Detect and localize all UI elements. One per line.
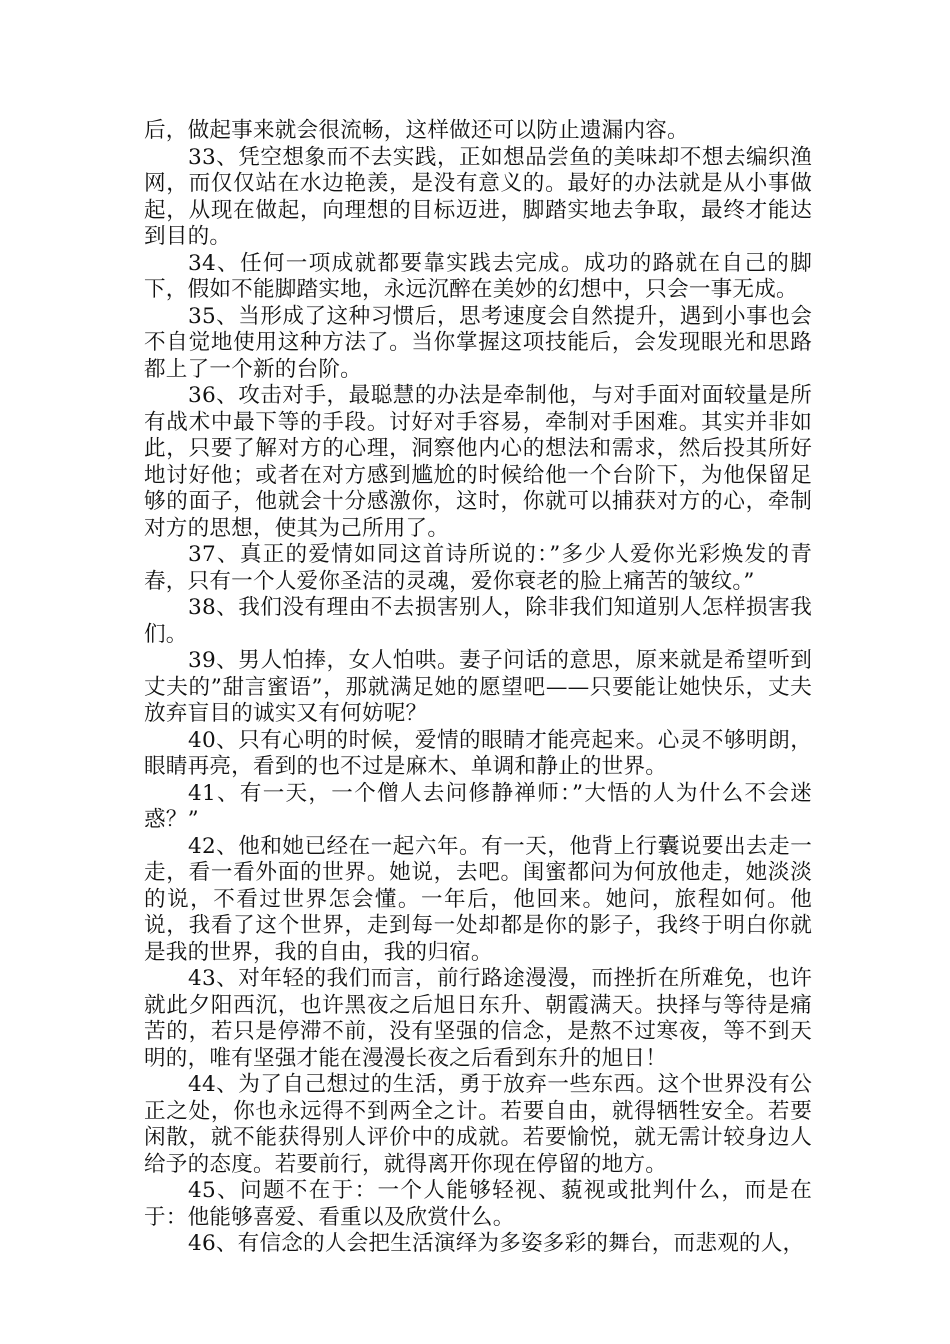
paragraph-45: 45、问题不在于：一个人能够轻视、藐视或批判什么，而是在于：他能够喜爱、看重以及欣赏什么。 (144, 1178, 812, 1230)
paragraph-41: 41、有一天，一个僧人去问修静禅师：”大悟的人为什么不会迷惑？” (144, 780, 812, 832)
paragraph-34: 34、任何一项成就都要靠实践去完成。成功的路就在自己的脚下，假如不能脚踏实地，永远沉醉在美妙的幻想中，只会一事无成。 (144, 250, 812, 302)
paragraph-40: 40、只有心明的时候，爱情的眼睛才能亮起来。心灵不够明朗，眼睛再亮，看到的也不过是麻木、单调和静止的世界。 (144, 727, 812, 779)
paragraph-38: 38、我们没有理由不去损害别人，除非我们知道别人怎样损害我们。 (144, 595, 812, 647)
paragraph-39: 39、男人怕捧，女人怕哄。妻子问话的意思，原来就是希望听到丈夫的”甜言蜜语”，那就满足她的愿望吧——只要能让她快乐，丈夫放弃盲目的诚实又有何妨呢？ (144, 648, 812, 726)
paragraph-43: 43、对年轻的我们而言，前行路途漫漫，而挫折在所难免，也许就此夕阳西沉，也许黑夜之后旭日东升、朝霞满天。抉择与等待是痛苦的，若只是停滞不前，没有坚强的信念，是熬不过寒夜，等不到天明的，唯有坚强才能在漫漫长夜之后看到东升的旭日！ (144, 966, 812, 1071)
paragraph-46: 46、有信念的人会把生活演绎为多姿多彩的舞台，而悲观的人， (188, 1231, 805, 1256)
paragraph-36: 36、攻击对手，最聪慧的办法是牵制他，与对手面对面较量是所有战术中最下等的手段。讨好对手容易，牵制对手困难。其实并非如此，只要了解对方的心理，洞察他内心的想法和需求，然后投其所好地讨好他；或者在对方感到尴尬的时候给他一个台阶下，为他保留足够的面子，他就会十分感激你，这时，你就可以捕获对方的心，牵制对方的思想，使其为己所用了。 (144, 383, 812, 541)
paragraph-42: 42、他和她已经在一起六年。有一天，他背上行囊说要出去走一走，看一看外面的世界。她说，去吧。闺蜜都问为何放他走，她淡淡的说，不看过世界怎会懂。一年后，他回来。她问，旅程如何。他说，我看了这个世界，走到每一处却都是你的影子，我终于明白你就是我的世界，我的自由，我的归宿。 (144, 833, 812, 965)
paragraph-33: 33、凭空想象而不去实践，正如想品尝鱼的美味却不想去编织渔网，而仅仅站在水边艳羡，是没有意义的。最好的办法就是从小事做起，从现在做起，向理想的目标迈进，脚踏实地去争取，最终才能达到目的。 (144, 144, 812, 249)
paragraph-44: 44、为了自己想过的生活，勇于放弃一些东西。这个世界没有公正之处，你也永远得不到两全之计。若要自由，就得牺牲安全。若要闲散，就不能获得别人评价中的成就。若要愉悦，就无需计较身边人给予的态度。若要前行，就得离开你现在停留的地方。 (144, 1072, 812, 1177)
paragraph-35: 35、当形成了这种习惯后，思考速度会自然提升，遇到小事也会不自觉地使用这种方法了。当你掌握这项技能后，会发现眼光和思路都上了一个新的台阶。 (144, 303, 812, 382)
document-page (144, 118, 812, 1258)
paragraph-37: 37、真正的爱情如同这首诗所说的：”多少人爱你光彩焕发的青春，只有一个人爱你圣洁的灵魂，爱你衰老的脸上痛苦的皱纹。” (144, 542, 812, 594)
paragraph-continuation: 后，做起事来就会很流畅，这样做还可以防止遗漏内容。 (144, 118, 689, 143)
